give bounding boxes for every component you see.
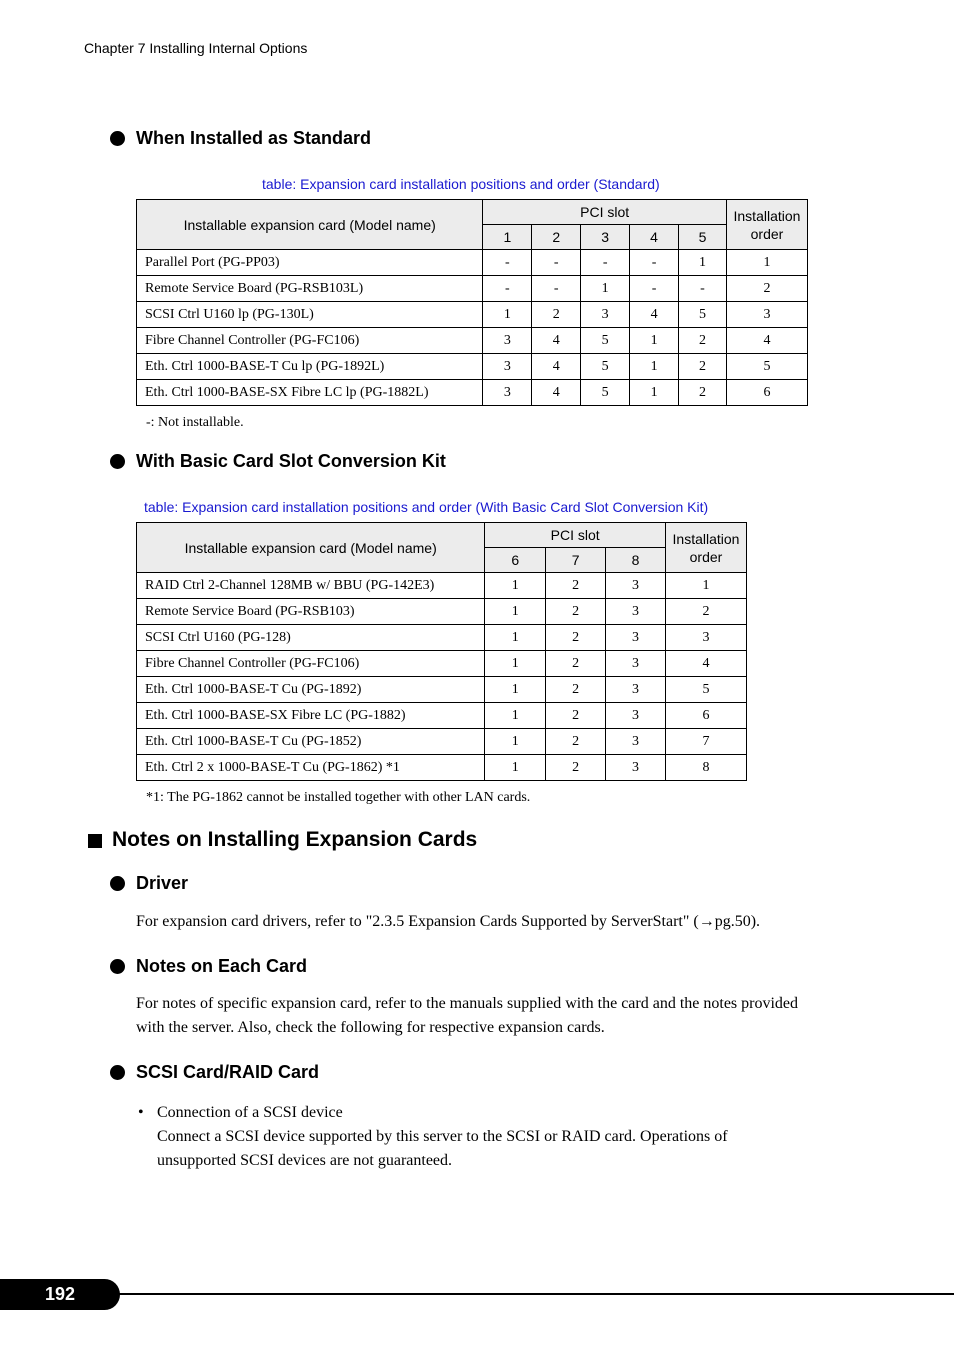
table-row [137, 380, 808, 406]
slot-header: 7 [546, 548, 606, 573]
slot-cell: 2 [546, 625, 606, 651]
each-card-heading: Notes on Each Card [136, 956, 308, 976]
slot-cell: 5 [581, 328, 630, 354]
card-name-cell: Eth. Ctrl 1000-BASE-SX Fibre LC (PG-1882) [137, 703, 485, 729]
section-heading-standard: When Installed as Standard [136, 128, 372, 148]
table-row [137, 302, 808, 328]
slot-cell: 2 [546, 651, 606, 677]
bullet-icon [110, 454, 125, 469]
order-cell: 5 [726, 354, 807, 380]
section-heading-kit: With Basic Card Slot Conversion Kit [136, 451, 446, 471]
each-card-text-line1: For notes of specific expansion card, refer to the manuals supplied with the card and the notes provided [136, 995, 799, 1012]
footer-rule [118, 1293, 954, 1295]
driver-text: For expansion card drivers, refer to "2.3.5 Expansion Cards Supported by ServerStart" (→pg.50). [136, 913, 761, 930]
slot-cell: 2 [546, 703, 606, 729]
table-row [137, 677, 747, 703]
slot-cell: 1 [581, 276, 630, 302]
table-row [137, 599, 747, 625]
card-name-cell: Eth. Ctrl 1000-BASE-T Cu (PG-1852) [137, 729, 485, 755]
chapter-header: Chapter 7 Installing Internal Options [84, 40, 308, 56]
slot-cell: 3 [483, 354, 532, 380]
page-number: 192 [0, 1279, 120, 1310]
slot-cell: 4 [532, 354, 581, 380]
slot-cell: 3 [606, 651, 666, 677]
table-row [137, 625, 747, 651]
slot-cell: 1 [630, 328, 679, 354]
square-bullet-icon [88, 834, 102, 848]
slot-cell: 2 [679, 380, 727, 406]
slot-cell: 3 [581, 302, 630, 328]
table-row [137, 755, 747, 781]
slot-cell: - [630, 250, 679, 276]
table-note-standard: -: Not installable. [146, 415, 244, 430]
slot-cell: 2 [546, 677, 606, 703]
slot-cell: 1 [485, 573, 546, 599]
slot-cell: 4 [630, 302, 679, 328]
order-cell: 6 [665, 703, 746, 729]
slot-header: 2 [532, 225, 581, 250]
notes-heading: Notes on Installing Expansion Cards [112, 828, 478, 851]
slot-cell: 1 [485, 703, 546, 729]
slot-cell: 3 [606, 625, 666, 651]
card-name-cell: Parallel Port (PG-PP03) [137, 250, 483, 276]
table-note-kit: *1: The PG-1862 cannot be installed together with other LAN cards. [146, 790, 531, 805]
header-order: Installation order [726, 200, 807, 250]
slot-cell: 1 [485, 651, 546, 677]
slot-cell: 5 [679, 302, 727, 328]
slot-cell: 3 [606, 729, 666, 755]
header-order: Installation order [665, 523, 746, 573]
slot-header: 5 [679, 225, 727, 250]
slot-cell: 2 [546, 755, 606, 781]
header-card: Installable expansion card (Model name) [137, 523, 485, 573]
slot-cell: 3 [606, 677, 666, 703]
slot-cell: - [532, 250, 581, 276]
order-cell: 1 [726, 250, 807, 276]
table-row [137, 703, 747, 729]
each-card-text-line2: with the server. Also, check the following for respective expansion cards. [136, 1019, 605, 1036]
slot-cell: - [581, 250, 630, 276]
scsi-heading: SCSI Card/RAID Card [136, 1062, 320, 1082]
slot-cell: 2 [546, 599, 606, 625]
card-name-cell: Fibre Channel Controller (PG-FC106) [137, 651, 485, 677]
bullet-icon [110, 959, 125, 974]
slot-cell: 3 [606, 703, 666, 729]
slot-cell: 3 [483, 380, 532, 406]
table-row [137, 354, 808, 380]
slot-cell: 2 [532, 302, 581, 328]
slot-cell: 1 [630, 380, 679, 406]
slot-cell: 3 [606, 599, 666, 625]
slot-cell: 1 [485, 729, 546, 755]
slot-header: 6 [485, 548, 546, 573]
slot-header: 8 [606, 548, 666, 573]
table-row [137, 328, 808, 354]
driver-heading: Driver [136, 873, 189, 893]
card-name-cell: Eth. Ctrl 1000-BASE-T Cu lp (PG-1892L) [137, 354, 483, 380]
bullet-icon [110, 876, 125, 891]
card-name-cell: Eth. Ctrl 1000-BASE-SX Fibre LC lp (PG-1882L) [137, 380, 483, 406]
slot-cell: 3 [606, 755, 666, 781]
slot-cell: 1 [485, 599, 546, 625]
order-cell: 8 [665, 755, 746, 781]
slot-cell: 1 [485, 755, 546, 781]
slot-cell: - [679, 276, 727, 302]
slot-cell: 1 [679, 250, 727, 276]
order-cell: 7 [665, 729, 746, 755]
slot-cell: 1 [485, 677, 546, 703]
slot-cell: - [483, 276, 532, 302]
order-cell: 1 [665, 573, 746, 599]
card-name-cell: Eth. Ctrl 2 x 1000-BASE-T Cu (PG-1862) *1 [137, 755, 485, 781]
slot-header: 3 [581, 225, 630, 250]
header-card: Installable expansion card (Model name) [137, 200, 483, 250]
order-cell: 3 [665, 625, 746, 651]
table-caption-standard: table: Expansion card installation positions and order (Standard) [262, 176, 660, 192]
order-cell: 5 [665, 677, 746, 703]
order-cell: 2 [726, 276, 807, 302]
header-pci-slot: PCI slot [485, 523, 666, 548]
expansion-table-kit [136, 522, 747, 781]
table-row [137, 729, 747, 755]
slot-cell: 4 [532, 328, 581, 354]
slot-cell: 2 [546, 573, 606, 599]
slot-header: 1 [483, 225, 532, 250]
table-row [137, 276, 808, 302]
card-name-cell: SCSI Ctrl U160 lp (PG-130L) [137, 302, 483, 328]
order-cell: 6 [726, 380, 807, 406]
header-pci-slot: PCI slot [483, 200, 727, 225]
expansion-table-standard [136, 199, 808, 406]
slot-cell: 5 [581, 354, 630, 380]
slot-cell: 5 [581, 380, 630, 406]
slot-cell: 1 [630, 354, 679, 380]
scsi-text-line1: Connect a SCSI device supported by this server to the SCSI or RAID card. Operations of [157, 1128, 728, 1145]
table-row [137, 651, 747, 677]
order-cell: 4 [665, 651, 746, 677]
card-name-cell: Fibre Channel Controller (PG-FC106) [137, 328, 483, 354]
table-caption-kit: table: Expansion card installation positions and order (With Basic Card Slot Conversion Kit) [144, 499, 709, 515]
slot-cell: 2 [679, 354, 727, 380]
slot-cell: 3 [606, 573, 666, 599]
slot-cell: 1 [485, 625, 546, 651]
scsi-text-line2: unsupported SCSI devices are not guaranteed. [157, 1152, 453, 1169]
slot-cell: 2 [679, 328, 727, 354]
list-bullet-icon: • [138, 1104, 144, 1121]
table-row [137, 250, 808, 276]
bullet-icon [110, 1065, 125, 1080]
card-name-cell: Remote Service Board (PG-RSB103) [137, 599, 485, 625]
slot-cell: 2 [546, 729, 606, 755]
card-name-cell: Remote Service Board (PG-RSB103L) [137, 276, 483, 302]
slot-cell: 3 [483, 328, 532, 354]
card-name-cell: Eth. Ctrl 1000-BASE-T Cu (PG-1892) [137, 677, 485, 703]
slot-cell: - [630, 276, 679, 302]
card-name-cell: RAID Ctrl 2-Channel 128MB w/ BBU (PG-142E3) [137, 573, 485, 599]
order-cell: 2 [665, 599, 746, 625]
slot-cell: - [483, 250, 532, 276]
bullet-icon [110, 131, 125, 146]
order-cell: 3 [726, 302, 807, 328]
card-name-cell: SCSI Ctrl U160 (PG-128) [137, 625, 485, 651]
scsi-bullet-text: Connection of a SCSI device [157, 1104, 343, 1121]
slot-cell: - [532, 276, 581, 302]
order-cell: 4 [726, 328, 807, 354]
slot-cell: 1 [483, 302, 532, 328]
slot-header: 4 [630, 225, 679, 250]
table-row [137, 573, 747, 599]
slot-cell: 4 [532, 380, 581, 406]
